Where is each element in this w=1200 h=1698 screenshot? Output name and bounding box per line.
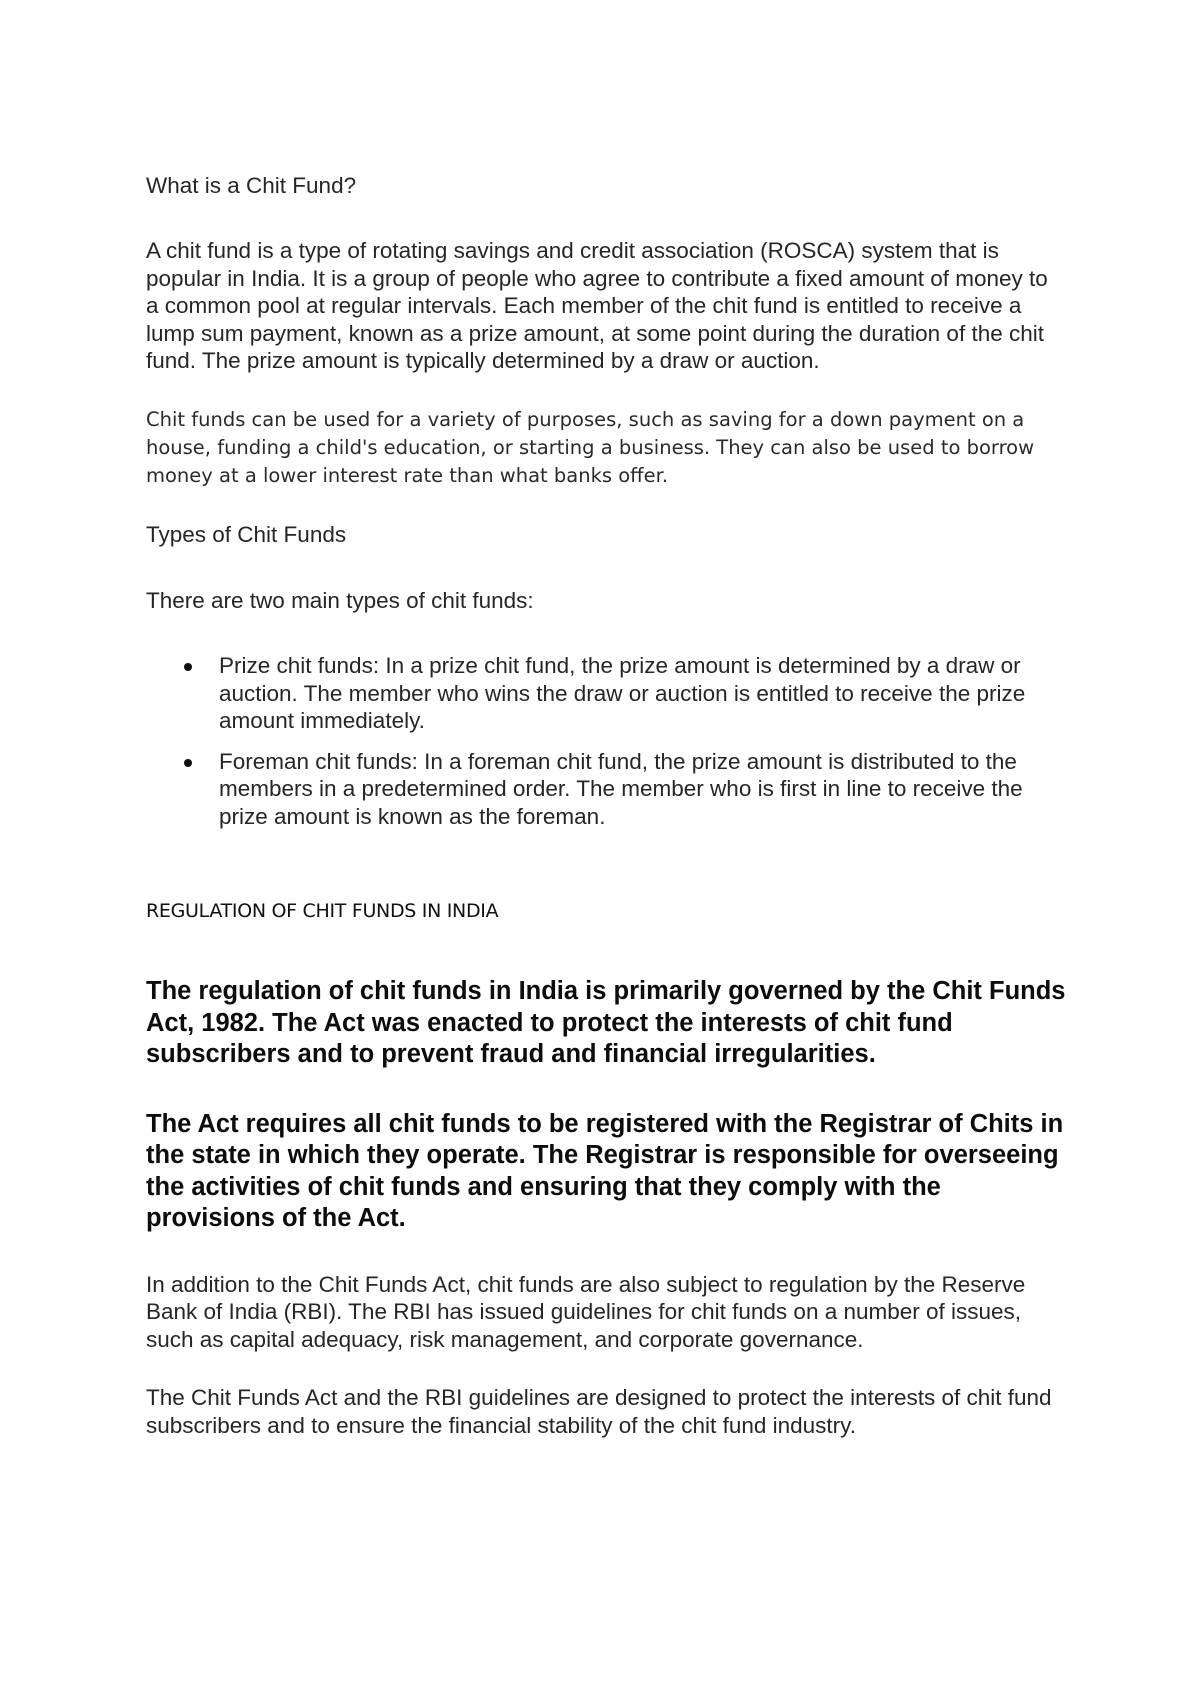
- document-body: [146, 172, 1066, 1439]
- list-item-text: Prize chit funds: In a prize chit fund, the prize amount is determined by a draw or auction. The member who wins the draw or auction is entitled to receive the prize amount immediately.: [219, 653, 1026, 733]
- types-heading: Types of Chit Funds: [146, 521, 347, 547]
- rbi-paragraph: In addition to the Chit Funds Act, chit funds are also subject to regulation by the Reserve Bank of India (RBI). The RBI has issued guidelines for chit funds on a number of issues, such as capital adequacy, risk management, and corporate governance.: [146, 1271, 1026, 1352]
- list-item: [146, 652, 1066, 735]
- closing-paragraph: The Chit Funds Act and the RBI guidelines are designed to protect the interests of chit fund subscribers and to ensure the financial stability of the chit fund industry.: [146, 1385, 1052, 1438]
- intro-paragraph: A chit fund is a type of rotating savings and credit association (ROSCA) system that is popular in India. It is a group of people who agree to contribute a fixed amount of money to a common pool at regular intervals. Each member of the chit fund is entitled to receive a lump sum payment, known as a prize amount, at some point during the duration of the chit fund. The prize amount is typically determined by a draw or auction.: [146, 238, 1048, 373]
- uses-paragraph: Chit funds can be used for a variety of purposes, such as saving for a down payment on a house, funding a child's education, or starting a business. They can also be used to borrow money at a lower interest rate than what banks offer.: [146, 407, 1035, 487]
- regulation-paragraph-1: The regulation of chit funds in India is primarily governed by the Chit Funds Act, 1982. The Act was enacted to protect the interests of chit fund subscribers and to prevent fraud and financial irregularities.: [146, 977, 1066, 1068]
- regulation-paragraph-2: The Act requires all chit funds to be registered with the Registrar of Chits in the state in which they operate. The Registrar is responsible for overseeing the activities of chit funds and ensuring that they comply with the provisions of the Act.: [146, 1109, 1064, 1232]
- types-list: [146, 652, 1066, 830]
- list-item: [146, 748, 1066, 831]
- regulation-heading: REGULATION OF CHIT FUNDS IN INDIA: [146, 900, 499, 922]
- bullet-icon: [184, 759, 192, 767]
- list-item-text: Foreman chit funds: In a foreman chit fund, the prize amount is distributed to the members in a predetermined order. The member who is first in line to receive the prize amount is known as the foreman.: [219, 748, 1023, 829]
- document-title: What is a Chit Fund?: [146, 173, 357, 198]
- bullet-icon: [184, 663, 192, 671]
- types-intro: There are two main types of chit funds:: [146, 587, 534, 613]
